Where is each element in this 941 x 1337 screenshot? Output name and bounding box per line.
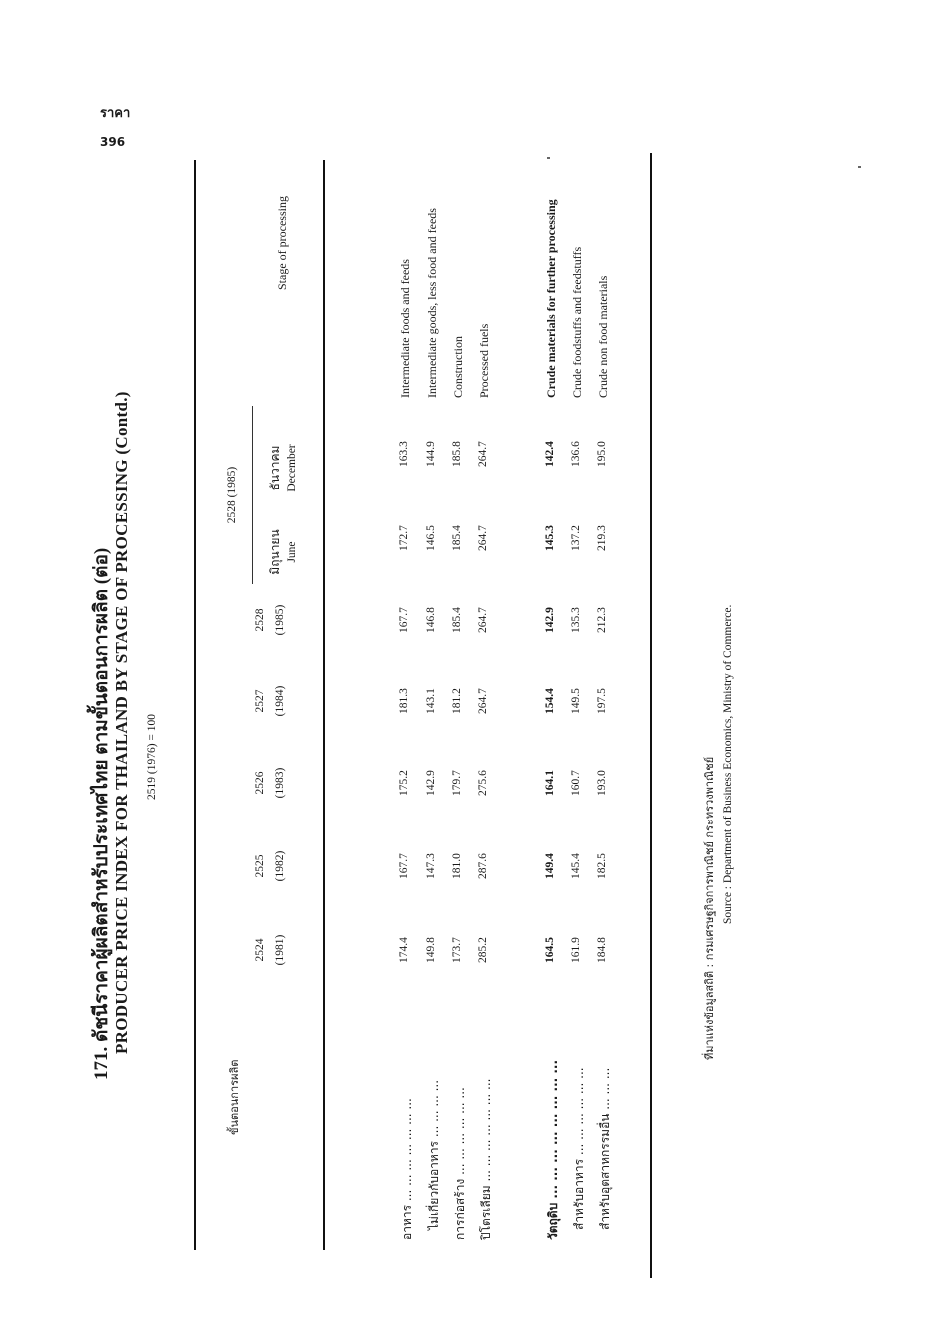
month-header-june-th: มิถุนายน (268, 529, 282, 575)
year-header-1981-ce: (1981) (274, 934, 286, 966)
row-label-english: Crude materials for further processing (544, 199, 558, 398)
table-title-thai: 171. ดัชนีราคาผู้ผลิตสำหรับประเทศไทย ตามขั้นตอนการผลิต (ต่อ) (91, 547, 112, 1080)
year-header-1982-ce: (1982) (274, 850, 286, 882)
year-header-1985: 2528 (254, 608, 266, 632)
table-cell: 142.4 (544, 441, 556, 467)
table-cell: 161.9 (570, 937, 582, 963)
rotated-table-page (60, 80, 734, 1250)
source-english: Source : Department of Business Economics, Ministry of Commerce. (722, 604, 734, 924)
table-cell: 146.8 (425, 607, 437, 633)
table-cell: 181.0 (451, 853, 463, 879)
table-cell: 219.3 (596, 525, 608, 551)
year-header-1983: 2526 (254, 771, 266, 795)
table-cell: 182.5 (596, 853, 608, 879)
table-cell: 264.7 (477, 441, 489, 467)
header-bottom-rule (323, 160, 325, 1250)
row-label-english: Processed fuels (477, 323, 491, 398)
table-cell: 149.8 (425, 937, 437, 963)
row-label-thai: ปิโตรเลียม ... ... ... ... ... ... ... (479, 1078, 493, 1240)
table-cell: 264.7 (477, 525, 489, 551)
row-label-english: Crude non food materials (596, 275, 610, 398)
row-label-thai: ไม่เกี่ยวกับอาหาร ... ... ... ... (427, 1079, 441, 1230)
year-header-1983-ce: (1983) (274, 767, 286, 799)
month-header-december-th: ธันวาคม (268, 445, 282, 491)
table-cell: 195.0 (596, 441, 608, 467)
table-cell: 285.2 (477, 937, 489, 963)
month-header-june: June (286, 541, 298, 563)
table-cell: 275.6 (477, 770, 489, 796)
table-cell: 174.4 (398, 937, 410, 963)
year-header-1982: 2525 (254, 854, 266, 878)
table-cell: 287.6 (477, 853, 489, 879)
table-cell: 172.7 (398, 525, 410, 551)
year-header-1984: 2527 (254, 689, 266, 713)
table-cell: 142.9 (544, 607, 556, 633)
table-cell: 149.4 (544, 853, 556, 879)
table-cell: 145.3 (544, 525, 556, 551)
row-label-thai: สำหรับอาหาร ... ... ... ... ... ... (572, 1067, 586, 1230)
row-label-thai: สำหรับอุตสาหกรรมอื่น ... ... ... (598, 1067, 612, 1230)
table-cell: 185.8 (451, 441, 463, 467)
table-cell: 146.5 (425, 525, 437, 551)
stage-header: Stage of processing (275, 196, 289, 290)
row-label-english: Intermediate foods and feeds (398, 259, 412, 398)
table-cell: 164.1 (544, 770, 556, 796)
page-heading: ราคา (100, 106, 131, 121)
table-cell: 193.0 (596, 770, 608, 796)
row-label-english: Construction (451, 336, 465, 398)
table-cell: 136.6 (570, 441, 582, 467)
table-cell: 137.2 (570, 525, 582, 551)
month-header-december: December (286, 444, 298, 492)
table-cell: 179.7 (451, 770, 463, 796)
table-cell: 184.8 (596, 937, 608, 963)
table-cell: 185.4 (451, 525, 463, 551)
row-label-english: Crude foodstuffs and feedstuffs (570, 246, 584, 398)
table-cell: 185.4 (451, 607, 463, 633)
table-cell: 264.7 (477, 688, 489, 714)
table-cell: 147.3 (425, 853, 437, 879)
table-cell: 163.3 (398, 441, 410, 467)
table-cell: 167.7 (398, 853, 410, 879)
table-cell: 197.5 (596, 688, 608, 714)
table-cell: 145.4 (570, 853, 582, 879)
row-label-thai: การก่อสร้าง ... ... ... ... ... ... (453, 1087, 467, 1240)
row-label-thai: อาหาร ... ... ... ... ... ... ... (400, 1098, 414, 1240)
stub-header: ขั้นตอนการผลิต (228, 1059, 241, 1135)
page-number: 396 (100, 135, 126, 149)
table-cell: 264.7 (477, 607, 489, 633)
table-cell: 167.7 (398, 607, 410, 633)
table-cell: 164.5 (544, 937, 556, 963)
scan-speck (858, 166, 861, 168)
year-header-1985-ce: (1985) (274, 604, 286, 636)
table-cell: 173.7 (451, 937, 463, 963)
row-label-english: Intermediate goods, less food and feeds (425, 208, 439, 398)
table-top-rule (194, 160, 196, 1250)
table-cell: 149.5 (570, 688, 582, 714)
table-title-english: PRODUCER PRICE INDEX FOR THAILAND BY STAGE OF PROCESSING (Contd.) (112, 391, 131, 1054)
table-cell: 144.9 (425, 441, 437, 467)
table-bottom-rule (650, 153, 652, 1278)
table-cell: 175.2 (398, 770, 410, 796)
span-header-rule (252, 406, 253, 584)
table-cell: 181.3 (398, 688, 410, 714)
table-cell: 212.3 (596, 607, 608, 633)
span-header: 2528 (1985) (226, 466, 238, 524)
table-cell: 160.7 (570, 770, 582, 796)
source-thai: ที่มาแห่งข้อมูลสถิติ : กรมเศรษฐกิจการพาณิชย์ กระทรวงพาณิชย์ (703, 756, 716, 1060)
table-cell: 181.2 (451, 688, 463, 714)
table-cell: 135.3 (570, 607, 582, 633)
base-year-note: 2519 (1976) = 100 (146, 713, 158, 800)
table-cell: 142.9 (425, 770, 437, 796)
table-cell: 154.4 (544, 688, 556, 714)
year-header-1984-ce: (1984) (274, 685, 286, 717)
year-header-1981: 2524 (254, 938, 266, 962)
row-label-thai: วัตถุดิบ ... ... ... ... ... ... ... ... (546, 1059, 560, 1240)
table-cell: 143.1 (425, 688, 437, 714)
